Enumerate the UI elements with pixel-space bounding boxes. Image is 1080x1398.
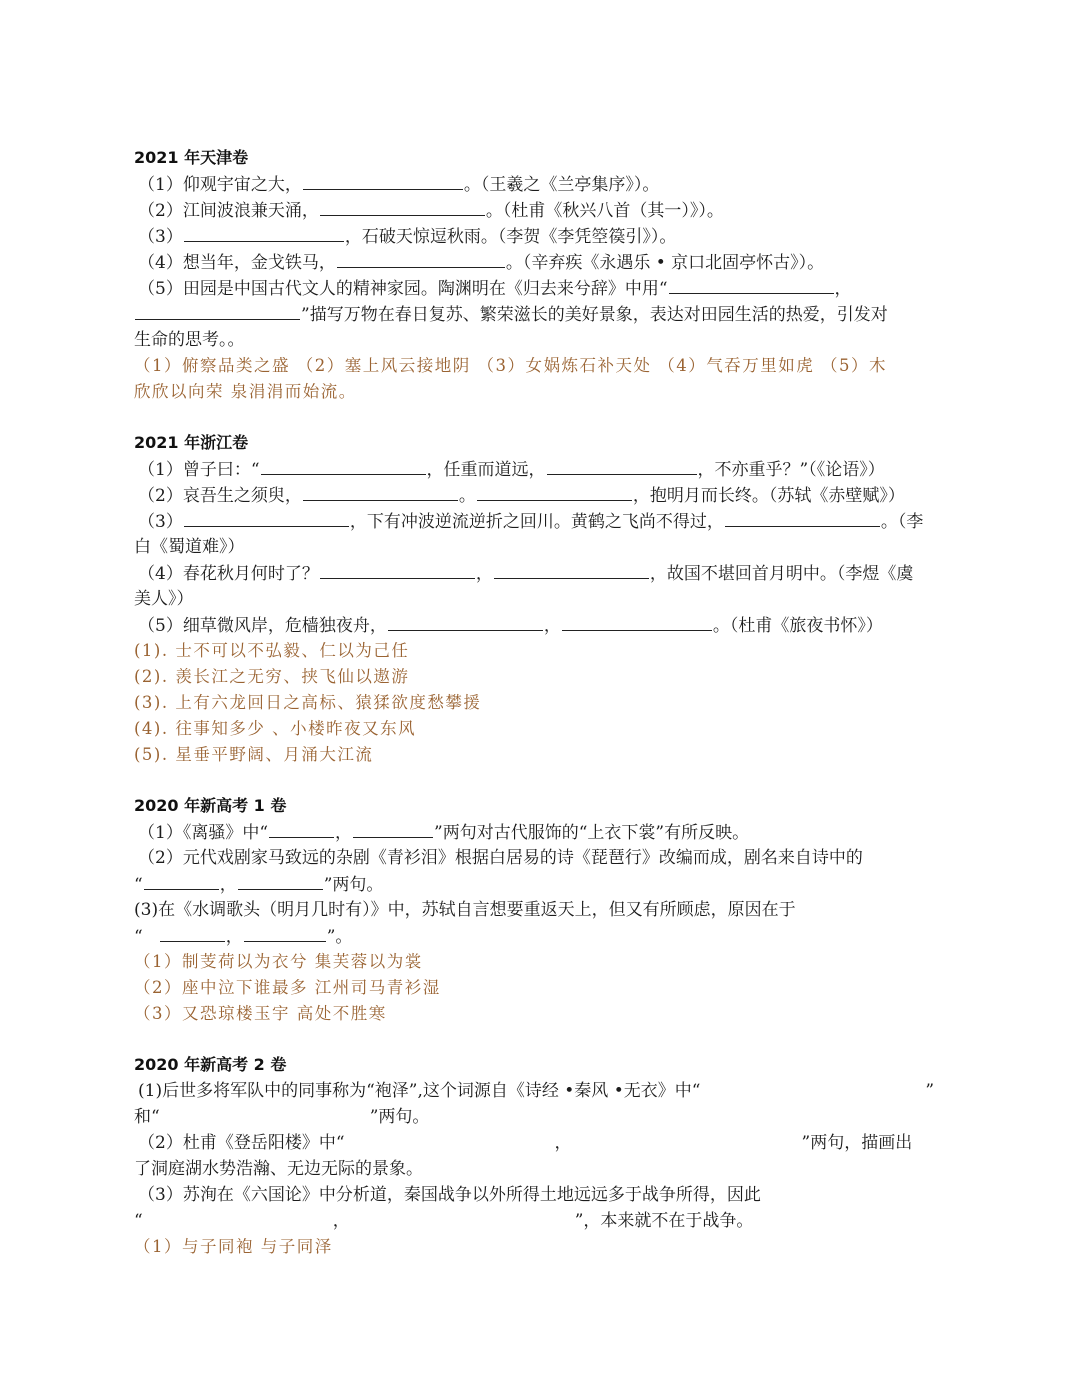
question-3-cont: “ ， ”，本来就不在于战争。 [134,1208,950,1234]
question-3-cont: “ ， ”。 [134,923,950,949]
answer-line: （3）又恐琼楼玉宇 高处不胜寒 [134,1004,387,1023]
answer-blank[interactable] [494,560,649,579]
answer-blank[interactable] [303,171,463,190]
section-2021-tianjin [134,145,950,405]
question-2-cont: “ ， ”两句。 [134,871,950,897]
answer-blank[interactable] [388,612,543,631]
question-1: (1)后世多将军队中的同事称为“袍泽”,这个词源自《诗经 •秦风 •无衣》中“ ” [134,1078,950,1104]
answer-blank[interactable] [725,508,880,527]
question-1: （1）《离骚》中“ ， ”两句对古代服饰的“上衣下裳”有所反映。 [134,819,950,845]
section-heading: 2021 年浙江卷 [134,433,249,452]
answer-blank[interactable] [144,871,219,890]
answer-space[interactable] [350,1208,575,1226]
answer-blank[interactable] [547,456,697,475]
question-3: （3） ，石破天惊逗秋雨。（李贺《李凭箜篌引》）。 [134,223,950,249]
answer-line: （2）座中泣下谁最多 江州司马青衫湿 [134,978,441,997]
answer-blank[interactable] [320,560,475,579]
answer-blank[interactable] [562,612,712,631]
answer-blank[interactable] [244,923,326,942]
answer-blank[interactable] [337,249,505,268]
answer-line: (5). 星垂平野阔、月涌大江流 [134,745,374,764]
answer-blank[interactable] [184,223,344,242]
question-2: （2）元代戏剧家马致远的杂剧《青衫泪》根据白居易的诗《琵琶行》改编而成，剧名来自诗中的 [138,848,863,868]
answer-blank[interactable] [160,923,225,942]
question-3: （3） ，下有冲波逆流逆折之回川。黄鹤之飞尚不得过， 。（李 [134,508,950,534]
answer-line: （1）与子同袍 与子同泽 [134,1237,333,1256]
section-2020-xingaokao-1 [134,793,950,1027]
answer-space[interactable] [572,1130,802,1148]
question-2: （2）江间波浪兼天涌， 。（杜甫《秋兴八首（其一）》）。 [134,197,950,223]
question-2-end: 了洞庭湖水势浩瀚、无边无际的景象。 [134,1159,423,1179]
section-2021-zhejiang [134,430,950,768]
answer-blank[interactable] [353,819,433,838]
answer-blank[interactable] [303,482,458,501]
answer-blank[interactable] [269,819,334,838]
question-3-end: 白《蜀道难》） [134,537,245,557]
answer-space[interactable] [345,1130,555,1148]
question-3: (3)在《水调歌头（明月几时有）》中，苏轼自言想要重返天上，但又有所顾虑，原因在于 [134,900,796,920]
answer-line: （1）俯察品类之盛 （2）塞上风云接地阴 （3）女娲炼石补天处 （4）气吞万里如虎 （5）木 [134,356,887,375]
question-2: （2）杜甫《登岳阳楼》中“ ， ”两句，描画出 [134,1130,950,1156]
question-3: （3）苏洵在《六国论》中分析道，秦国战争以外所得土地远远多于战争所得，因此 [138,1185,761,1205]
question-5-end: 生命的思考。。 [134,330,245,350]
answer-blank[interactable] [135,301,300,320]
section-heading: 2020 年新高考 2 卷 [134,1055,287,1074]
question-5: （5）细草微风岸，危樯独夜舟， ， 。（杜甫《旅夜书怀》） [134,612,950,638]
answer-line: 欣欣以向荣 泉涓涓而始流。 [134,382,357,401]
answer-line: (4). 往事知多少 、小楼昨夜又东风 [134,719,417,738]
section-heading: 2021 年天津卷 [134,148,249,167]
answer-space[interactable] [143,1208,333,1226]
question-4: （4）春花秋月何时了？ ， ，故国不堪回首月明中。（李煜《虞 [134,560,950,586]
question-4-end: 美人》） [134,589,194,609]
question-1: （1）曾子曰：“ ，任重而道远， ，不亦重乎？”（《论语》） [134,456,950,482]
question-1-cont: 和“ ”两句。 [134,1104,950,1130]
section-2020-xingaokao-2 [134,1052,950,1260]
answer-space[interactable] [700,1078,925,1096]
answer-blank[interactable] [184,508,349,527]
answer-space[interactable] [160,1104,370,1122]
answer-blank[interactable] [320,197,485,216]
question-4: （4）想当年，金戈铁马， 。（辛弃疾《永遇乐 • 京口北固亭怀古》）。 [134,249,950,275]
answer-line: (1). 士不可以不弘毅、仁以为己任 [134,641,410,660]
answer-line: (2). 羡长江之无穷、挟飞仙以遨游 [134,667,410,686]
question-1: （1）仰观宇宙之大， 。（王羲之《兰亭集序》）。 [134,171,950,197]
answer-blank[interactable] [238,871,323,890]
question-5-cont: ”描写万物在春日复苏、繁荣滋长的美好景象，表达对田园生活的热爱，引发对 [134,301,950,327]
answer-line: (3). 上有六龙回日之高标、猿猱欲度愁攀援 [134,693,482,712]
answer-line: （1）制芰荷以为衣兮 集芙蓉以为裳 [134,952,423,971]
question-5: （5）田园是中国古代文人的精神家园。陶渊明在《归去来兮辞》中用“ ， [134,275,950,301]
answer-blank[interactable] [261,456,426,475]
answer-blank[interactable] [669,275,834,294]
question-2: （2）哀吾生之须臾， 。 ，抱明月而长终。（苏轼《赤壁赋》） [134,482,950,508]
section-heading: 2020 年新高考 1 卷 [134,796,287,815]
answer-blank[interactable] [477,482,632,501]
